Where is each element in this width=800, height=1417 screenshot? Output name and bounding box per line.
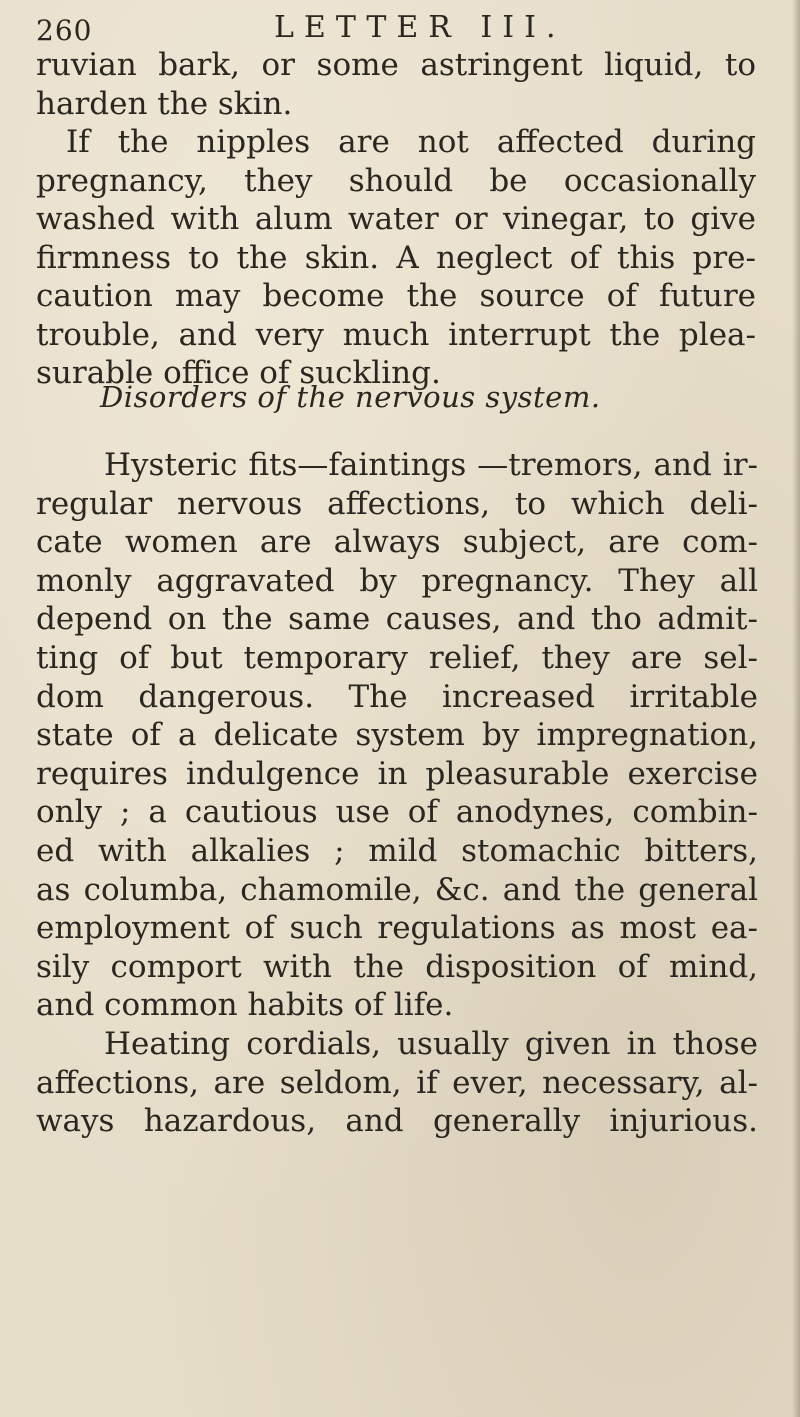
paragraph-1 (36, 46, 756, 393)
page-edge-shadow (792, 0, 800, 1417)
text-line: and common habits of life. (36, 987, 454, 1024)
text-line: depend on the same causes, and tho admit- (36, 601, 758, 638)
text-line: dom dangerous. The increased irritable (36, 678, 758, 715)
text-line: sily comport with the disposition of mind, (36, 948, 758, 985)
text-line: regular nervous affections, to which deli- (36, 485, 758, 522)
text-line: state of a delicate system by impregnation, (36, 717, 758, 754)
text-line: monly aggravated by pregnancy. They all (36, 562, 758, 599)
paragraph-2 (36, 446, 758, 1141)
text-line: ting of but temporary relief, they are sel- (36, 639, 758, 676)
text-line: pregnancy, they should be occasionally (36, 162, 756, 199)
running-head-title: LETTER III. (274, 10, 566, 45)
text-line: washed with alum water or vinegar, to give (36, 201, 756, 237)
text-line: caution may become the source of future (36, 278, 756, 314)
text-line: only ; a cautious use of anodynes, combin- (36, 794, 758, 831)
text-line: affections, are seldom, if ever, necessary, al- (36, 1064, 758, 1101)
text-line: cate women are always subject, are com- (36, 524, 758, 561)
text-line: ed with alkalies ; mild stomachic bitters, (36, 832, 758, 869)
text-line: Hysteric fits—faintings —tremors, and ir- (104, 447, 758, 483)
section-heading: Disorders of the nervous system. (100, 380, 601, 414)
text-line: firmness to the skin. A neglect of this pre- (36, 239, 756, 276)
text-line: as columba, chamomile, &c. and the general (36, 871, 758, 908)
text-line: ruvian bark, or some astringent liquid, to (36, 47, 756, 83)
text-line: requires indulgence in pleasurable exercise (36, 755, 758, 792)
text-line: ways hazardous, and generally injurious. (36, 1103, 758, 1140)
text-line: If the nipples are not affected during (66, 124, 756, 160)
text-line: surable office of suckling. (36, 355, 441, 391)
page-number: 260 (36, 14, 93, 47)
text-line: trouble, and very much interrupt the plea- (36, 316, 756, 353)
running-head (36, 8, 756, 48)
text-line: employment of such regulations as most ea- (36, 910, 758, 947)
text-line: Heating cordials, usually given in those (104, 1025, 758, 1062)
text-line: harden the skin. (36, 85, 293, 122)
